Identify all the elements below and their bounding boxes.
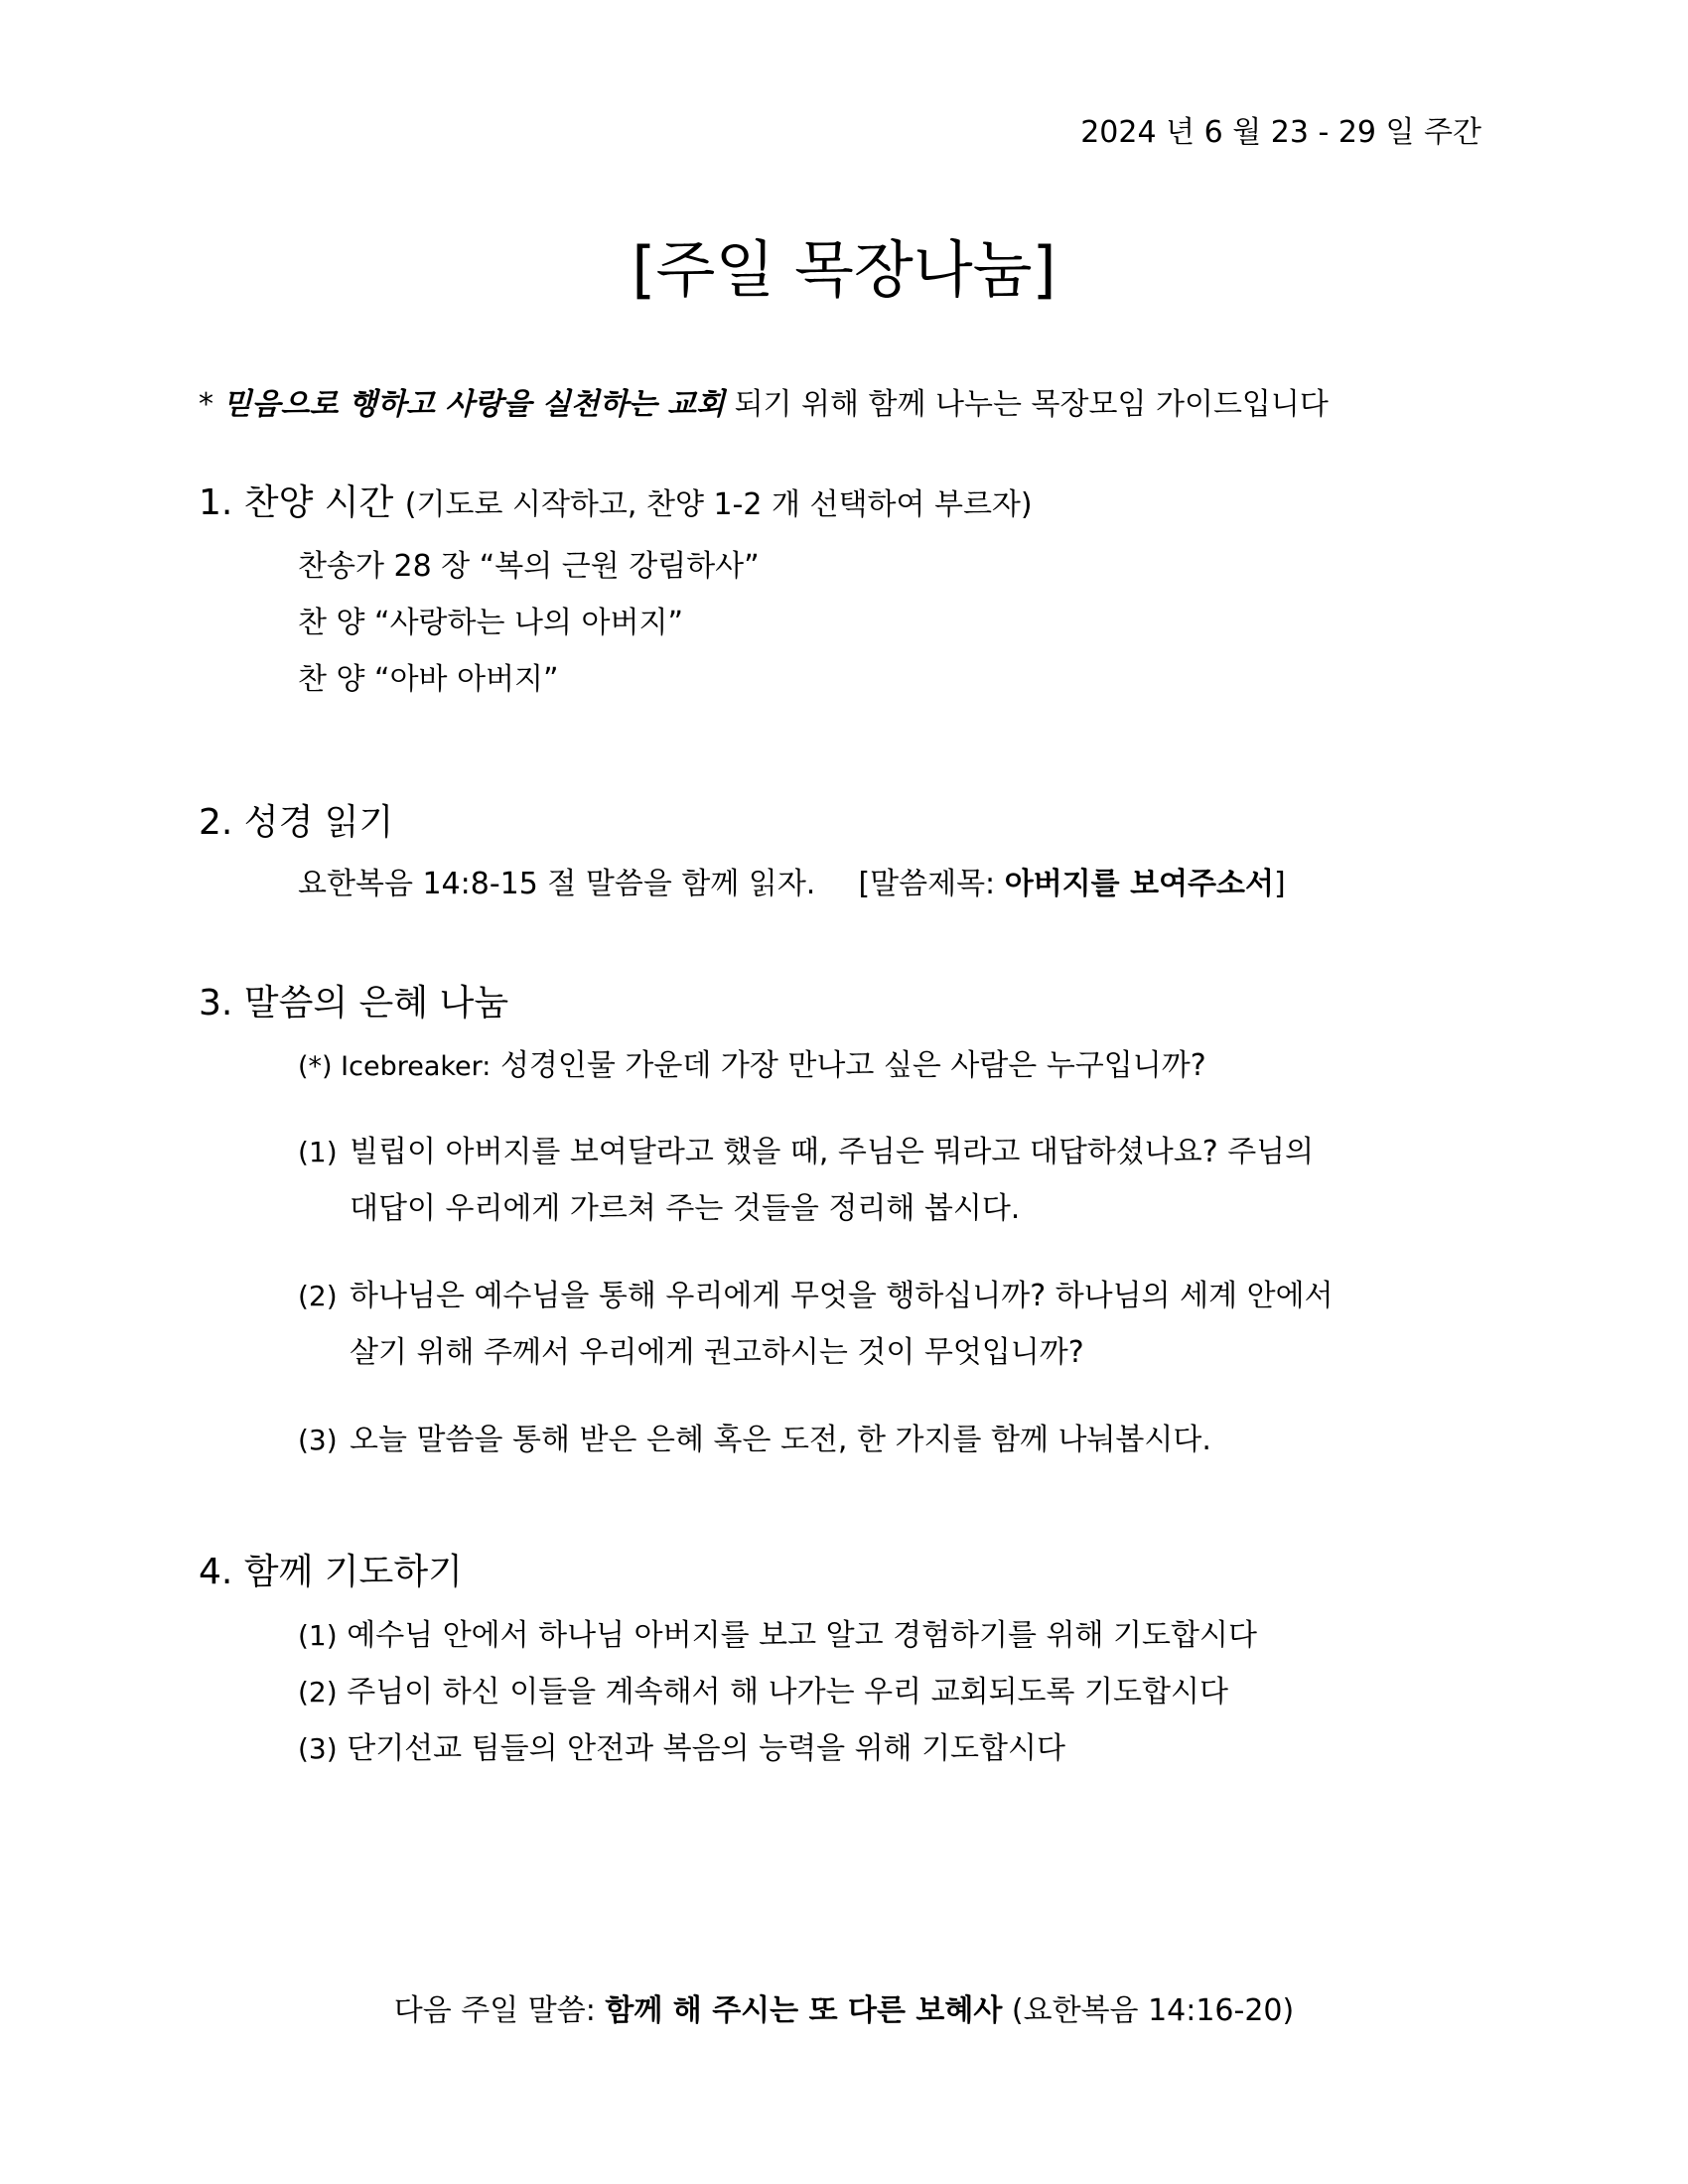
section1-note: (기도로 시작하고, 찬양 1-2 개 선택하여 부르자) [404,487,1033,522]
question-item [298,1127,1314,1170]
prayer-text: 단기선교 팀들의 안전과 복음의 능력을 위해 기도합시다 [347,1731,1065,1766]
intro-bullet: * [199,387,213,422]
sermon-title: 아버지를 보여주소서 [1004,867,1274,901]
section4-heading: 4. 함께 기도하기 [199,1552,463,1592]
next-week-line [0,1985,1688,2029]
next-week-label: 다음 주일 말씀: [393,1993,596,2028]
prayer-item [298,1723,1065,1767]
prayer-number: (2) [298,1676,338,1708]
section1-heading [199,475,1033,525]
icebreaker-line [298,1040,1206,1084]
song-item: 찬 양 “사랑하는 나의 아버지” [298,606,684,640]
question-item [298,1415,1211,1458]
song-item: 찬 양 “아바 아버지” [298,662,559,697]
date-line: 2024 년 6 월 23 - 29 일 주간 [1080,115,1481,150]
question-number: (1) [298,1136,338,1168]
section2-heading: 2. 성경 읽기 [199,802,394,843]
intro-rest: 되기 위해 함께 나누는 목장모임 가이드입니다 [734,387,1329,422]
question-text: 하나님은 예수님을 통해 우리에게 무엇을 행하십니까? 하나님의 세계 안에서 [350,1279,1334,1313]
question-item [298,1271,1334,1314]
prayer-text: 예수님 안에서 하나님 아버지를 보고 알고 경험하기를 위해 기도합시다 [347,1618,1257,1653]
next-week-title: 함께 해 주시는 또 다른 보혜사 [605,1993,1003,2028]
prayer-text: 주님이 하신 이들을 계속해서 해 나가는 우리 교회되도록 기도합시다 [347,1675,1228,1709]
intro-line [199,379,1329,423]
icebreaker-text: 성경인물 가운데 가장 만나고 싶은 사람은 누구입니까? [499,1048,1206,1083]
question-number: (2) [298,1280,338,1312]
question-number: (3) [298,1424,338,1456]
reading-text: 요한복음 14:8-15 절 말씀을 함께 읽자. [298,867,816,901]
reading-line [298,859,1286,902]
question-text: 오늘 말씀을 통해 받은 은혜 혹은 도전, 한 가지를 함께 나눠봅시다. [350,1423,1211,1457]
intro-emphasis: 믿음으로 행하고 사랑을 실천하는 교회 [222,387,726,422]
question-text: 빌립이 아버지를 보여달라고 했을 때, 주님은 뭐라고 대답하셨나요? 주님의 [350,1135,1315,1169]
prayer-number: (1) [298,1619,338,1652]
section1-title: 1. 찬양 시간 [199,482,394,523]
prayer-item [298,1610,1257,1654]
section3-heading: 3. 말씀의 은혜 나눔 [199,983,509,1024]
question-continuation: 대답이 우리에게 가르쳐 주는 것들을 정리해 봅시다. [350,1191,1021,1226]
next-week-ref: (요한복음 14:16-20) [1011,1993,1295,2028]
icebreaker-label: (*) Icebreaker: [298,1051,492,1082]
prayer-item [298,1667,1228,1710]
song-item: 찬송가 28 장 “복의 근원 강림하사” [298,549,760,584]
page-title: [주일 목장나눔] [632,233,1056,306]
question-continuation: 살기 위해 주께서 우리에게 권고하시는 것이 무엇입니까? [350,1335,1084,1370]
prayer-number: (3) [298,1732,338,1765]
sermon-title-label: [말씀제목: [858,867,996,901]
sermon-title-close: ] [1273,867,1286,901]
